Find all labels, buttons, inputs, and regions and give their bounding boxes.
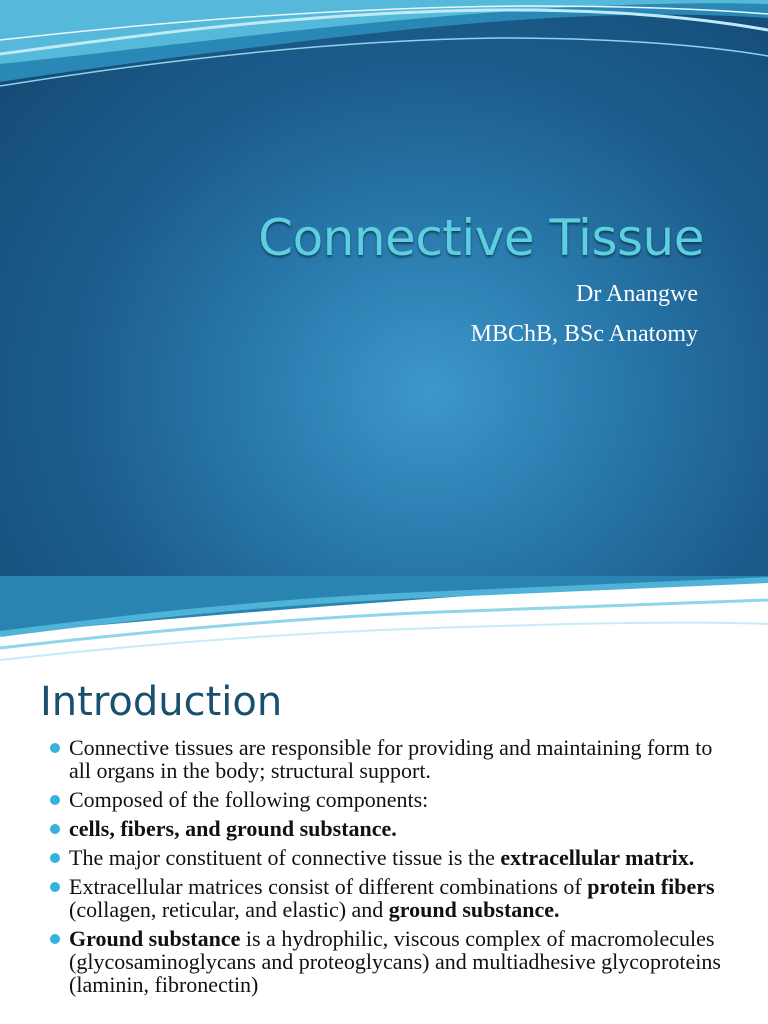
bullet-text-bold: extracellular matrix. — [500, 845, 695, 870]
bullet-item — [0, 846, 768, 869]
bullet-text-bold: cells, fibers, and ground substance. — [69, 816, 397, 841]
bullet-item — [0, 927, 768, 996]
bullet-text: Connective tissues are responsible for providing and maintaining form to all organs in the body; structural support. — [69, 735, 713, 783]
bullet-text: is a hydrophilic, viscous complex of macromolecules (glycosaminoglycans and proteoglycans) and multiadhesive glycoproteins (laminin, fibronectin) — [69, 926, 721, 997]
bullet-list — [0, 736, 768, 1002]
bullet-item — [0, 875, 768, 921]
bullet-text: The major constituent of connective tissue is the — [69, 845, 501, 870]
bullet-dot-icon — [50, 824, 60, 834]
presenter-name: Dr Anangwe — [576, 281, 698, 307]
bullet-text: Extracellular matrices consist of different combinations of — [69, 874, 588, 899]
bullet-item — [0, 788, 768, 811]
presenter-info — [471, 274, 698, 354]
presentation-title: Connective Tissue — [258, 209, 704, 267]
slide-heading: Introduction — [40, 679, 283, 725]
top-wave-decoration — [0, 0, 768, 110]
bullet-dot-icon — [50, 853, 60, 863]
bullet-text-bold: Ground substance — [69, 926, 241, 951]
bullet-dot-icon — [50, 934, 60, 944]
bullet-item — [0, 817, 768, 840]
bullet-dot-icon — [50, 743, 60, 753]
presenter-credentials: MBChB, BSc Anatomy — [470, 321, 698, 347]
bullet-dot-icon — [50, 795, 60, 805]
bullet-item — [0, 736, 768, 782]
bullet-dot-icon — [50, 882, 60, 892]
bullet-text-bold: protein fibers — [587, 874, 715, 899]
bullet-text: Composed of the following components: — [69, 787, 429, 812]
bullet-text: (collagen, reticular, and elastic) and — [69, 897, 389, 922]
bullet-text-bold: ground substance. — [388, 897, 560, 922]
